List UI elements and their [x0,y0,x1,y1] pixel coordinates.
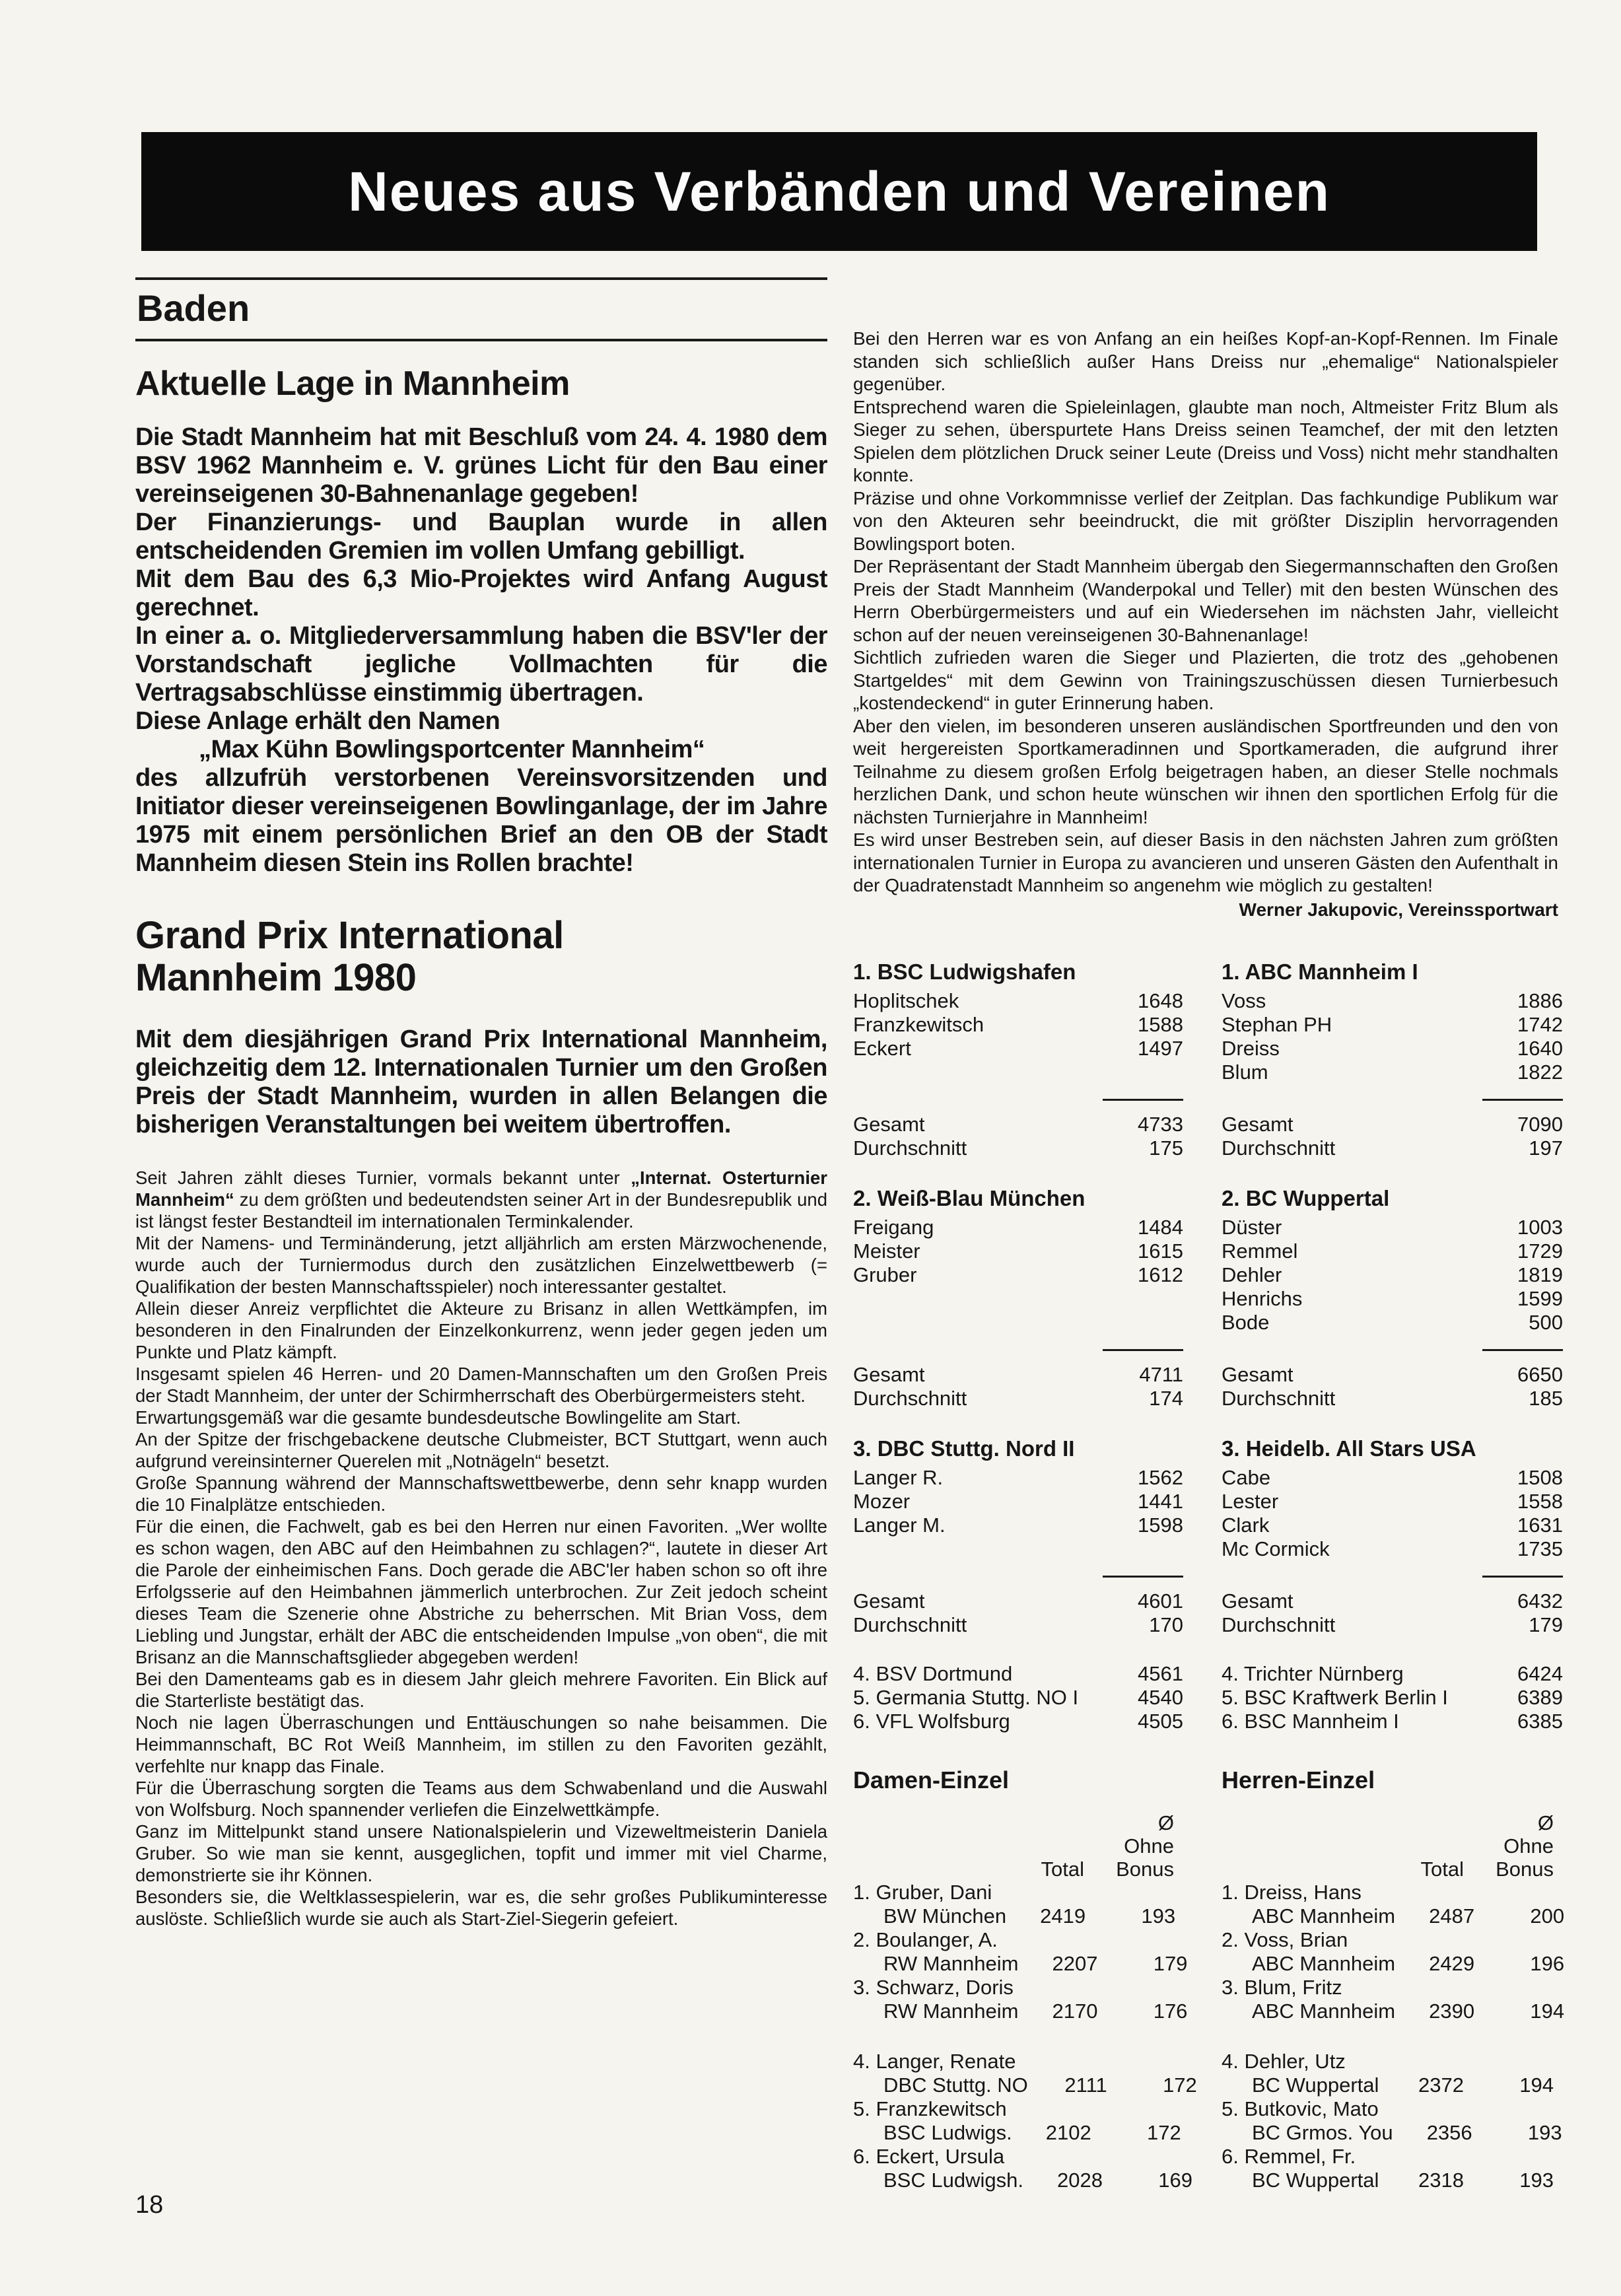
paragraph: Mit der Namens- und Terminänderung, jetzt alljährlich am ersten Märzwochenende, wurde auch der Turniermodus durch den zusätzlichen Einzelwettbewerb (= Qualifikation der besten Mannschaftsspieler) noch interessanter gestaltet. [135,1233,827,1297]
player-list [853,989,1183,1090]
total-value: 2419 [1040,1904,1086,1928]
table-row [1222,1216,1563,1239]
table-row [853,1466,1183,1490]
page-banner [141,132,1537,251]
paragraph [135,1167,827,1232]
total-value: 2207 [1052,1952,1098,1975]
total-value: 4601 [1138,1589,1183,1613]
singles-entry [1222,2050,1563,2097]
player-score: 1562 [1138,1466,1183,1489]
player-score: 1631 [1517,1513,1563,1537]
average-label: Durchschnitt [853,1136,967,1160]
player-name: Clark [1222,1513,1270,1537]
competitor-name: 1. Gruber, Dani [853,1881,992,1904]
player-score: 500 [1529,1311,1563,1334]
text-run: Seit Jahren zählt dieses Turnier, vormals bekannt unter [135,1167,631,1188]
team-result [1222,959,1563,1160]
player-score: 1508 [1517,1466,1563,1489]
paragraph: Mit dem Bau des 6,3 Mio-Projektes wird Anfang August gerechnet. [135,565,827,621]
sum-rule [1103,1099,1183,1101]
table-row [1222,1013,1563,1037]
table-row [1222,1287,1563,1311]
player-score: 1735 [1517,1537,1563,1560]
competitor-name: 4. Dehler, Utz [1222,2050,1346,2073]
singles-title: Herren-Einzel [1222,1766,1375,1793]
text-run: zu dem größten und bedeutendsten seiner Art in der Bundesrepublik und ist längst fester Bestandteil im internationalen Terminkalender. [135,1189,827,1232]
table-row [853,1239,1183,1263]
team-result [853,959,1183,1160]
total-row [853,1113,1183,1136]
table-row [1222,1239,1563,1263]
player-list [853,1216,1183,1340]
article2-intro [135,1026,827,1139]
table-row [853,1710,1183,1733]
player-score: 1612 [1138,1263,1183,1286]
paragraph: Diese Anlage erhält den Namen [135,707,500,735]
singles-entry [1222,1881,1563,1928]
player-name: Lester [1222,1490,1279,1513]
article2-body [135,1167,827,1930]
player-score: 1742 [1517,1013,1563,1036]
paragraph: In einer a. o. Mitgliederversammlung haben die BSV'ler der Vorstandschaft jegliche Vollmachten für die Vertragsabschlüsse einstimmig übertragen. [135,622,827,707]
average-value: 174 [1149,1387,1183,1410]
player-name: Bode [1222,1311,1270,1334]
team-score: 6389 [1517,1686,1563,1709]
table-row [1222,1263,1563,1287]
bonus-value: 179 [1153,1952,1188,1975]
bonus-value: 193 [1519,2169,1554,2192]
competitor-club: BC Wuppertal [1252,2169,1379,2192]
column-header-total: Total [1420,1858,1464,1881]
table-row [853,1037,1183,1061]
competitor-club: DBC Stuttg. NO [883,2073,1028,2097]
table-row [853,1263,1183,1287]
total-label: Gesamt [853,1113,925,1136]
average-row [853,1613,1183,1637]
player-name: Eckert [853,1037,911,1060]
total-label: Gesamt [1222,1363,1293,1386]
paragraph: Insgesamt spielen 46 Herren- und 20 Damen-Mannschaften um den Großen Preis der Stadt Mannheim, der unter der Schirmherrschaft des Oberbürgermeisters steht. [135,1364,827,1406]
total-value: 2372 [1418,2073,1464,2097]
singles-entry [1222,1928,1563,1976]
player-score: 1648 [1138,989,1183,1012]
table-row [1222,1513,1563,1537]
average-label: Durchschnitt [853,1613,967,1636]
paragraph: Präzise und ohne Vorkommnisse verlief der Zeitplan. Das fachkundige Publikum war von den Akteuren sehr beeindruckt, die mit größter Disziplin hervorragenden Bowlingsport boten. [853,487,1558,554]
sum-rule [1103,1576,1183,1578]
player-name: Langer M. [853,1513,946,1537]
table-row [1222,1490,1563,1513]
bonus-value: 194 [1530,2000,1565,2023]
article2-title-line1: Grand Prix International [135,914,564,957]
paragraph: Mit dem diesjährigen Grand Prix International Mannheim, gleichzeitig dem 12. Internationalen Turnier um den Großen Preis der Stadt Mannheim, wurden in allen Belangen die bisherigen Veranstaltungen bei weitem übertroffen. [135,1026,827,1138]
team-title: 2. BC Wuppertal [1222,1186,1390,1210]
total-row [853,1589,1183,1613]
article2-title-line2: Mannheim 1980 [135,956,417,999]
average-value: 179 [1529,1613,1563,1636]
results-tables [853,959,1563,2192]
total-label: Gesamt [853,1363,925,1386]
bonus-value: 169 [1158,2169,1192,2192]
paragraph: Es wird unser Bestreben sein, auf dieser Basis in den nächsten Jahren zum größten internationalen Turnier in Europa zu avancieren und unseren Gästen den Aufenthalt in der Quadratenstadt Mannheim so angenehm wie möglich zu gestalten! [853,829,1558,895]
team-name: 6. BSC Mannheim I [1222,1710,1399,1733]
total-row [1222,1589,1563,1613]
total-label: Gesamt [853,1589,925,1613]
singles-title: Damen-Einzel [853,1766,1010,1793]
competitor-name: 2. Voss, Brian [1222,1928,1348,1951]
average-symbol: Ø [1537,1811,1554,1834]
player-name: Düster [1222,1216,1282,1239]
competitor-name: 6. Remmel, Fr. [1222,2145,1356,2168]
team-name: 4. Trichter Nürnberg [1222,1662,1404,1685]
average-value: 197 [1529,1136,1563,1160]
paragraph: Erwartungsgemäß war die gesamte bundesdeutsche Bowlingelite am Start. [135,1407,742,1428]
left-column [135,277,827,1930]
team-name: 5. Germania Stuttg. NO I [853,1686,1079,1709]
player-name: Stephan PH [1222,1013,1332,1036]
table-row [1222,1061,1563,1084]
team-title: 2. Weiß-Blau München [853,1186,1086,1210]
singles-entry [853,2097,1183,2145]
total-value: 7090 [1517,1113,1563,1136]
player-name: Henrichs [1222,1287,1303,1310]
player-name: Franzkewitsch [853,1013,984,1036]
player-score: 1819 [1517,1263,1563,1286]
right-column [853,328,1558,921]
average-label: Durchschnitt [1222,1136,1336,1160]
average-value: 175 [1149,1136,1183,1160]
competitor-club: RW Mannheim [883,2000,1019,2023]
spacer [1222,2023,1563,2050]
average-label: Durchschnitt [1222,1613,1336,1636]
player-score: 1599 [1517,1287,1563,1310]
competitor-club: BW München [883,1904,1007,1928]
singles-entry [1222,1976,1563,2023]
total-row [1222,1113,1563,1136]
team-title: 1. BSC Ludwigshafen [853,959,1076,984]
team-name: 4. BSV Dortmund [853,1662,1013,1685]
player-name: Langer R. [853,1466,944,1489]
competitor-name: 3. Blum, Fritz [1222,1976,1342,1999]
spacer [853,2023,1183,2050]
ranking-rows [1222,1662,1563,1733]
player-name: Mc Cormick [1222,1537,1330,1560]
paragraph: Für die einen, die Fachwelt, gab es bei den Herren nur einen Favoriten. „Wer wollte es schon wagen, den ABC auf den Heimbahnen zu schlagen?“, lautete in dieser Art die Parole der einheimischen Fans. Doch gerade die ABC'ler haben schon so oft ihre Erfolgsserie auf den Heimbahnen jämmerlich unterbrochen. Zur Zeit jedoch scheint dieses Team die Szenerie ohne Abstriche zu beherrschen. Mit Brian Voss, dem Liebling und Jungstar, erhält der ABC die entscheidenden Impulse „von oben“, die mit Brisanz an die Mannschaftsglieder abgegeben werden! [135,1516,827,1667]
average-value: 185 [1529,1387,1563,1410]
bonus-value: 200 [1530,1904,1565,1928]
singles-header [1222,1811,1563,1881]
singles-entry [1222,2145,1563,2192]
competitor-club: ABC Mannheim [1252,1904,1396,1928]
team-name: 6. VFL Wolfsburg [853,1710,1010,1733]
average-symbol: Ø [1157,1811,1174,1834]
paragraph: Bei den Herren war es von Anfang an ein heißes Kopf-an-Kopf-Rennen. Im Finale standen sich schließlich außer Hans Dreiss nur „ehemalige“ Nationalspieler gegenüber. [853,328,1558,394]
paragraph: Besonders sie, die Weltklassespielerin, war es, die sehr großes Publikuminteresse auslöste. Schließlich wurde sie auch als Start-Ziel-Siegerin gefeiert. [135,1887,827,1929]
total-label: Gesamt [1222,1589,1293,1613]
results-col-left [853,959,1197,2192]
player-score: 1729 [1517,1239,1563,1263]
bold-run: „Internat. Osterturnier Mannheim“ [135,1167,827,1210]
paragraph: Der Finanzierungs- und Bauplan wurde in allen entscheidenden Gremien im vollen Umfang gebilligt. [135,508,827,565]
team-title: 3. DBC Stuttg. Nord II [853,1436,1075,1461]
team-score: 4540 [1138,1686,1183,1709]
player-score: 1598 [1138,1513,1183,1537]
average-row [853,1136,1183,1160]
competitor-name: 2. Boulanger, A. [853,1928,998,1951]
total-row [853,1363,1183,1387]
results-col-right [1222,959,1563,2192]
team-result [853,1436,1183,1637]
player-name: Meister [853,1239,920,1263]
player-name: Mozer [853,1490,911,1513]
bonus-value: 176 [1153,2000,1188,2023]
competitor-club: BC Wuppertal [1252,2073,1379,2097]
total-value: 4711 [1139,1363,1183,1386]
player-name: Dehler [1222,1263,1282,1286]
competitor-name: 5. Butkovic, Mato [1222,2097,1379,2120]
total-value: 2487 [1429,1904,1475,1928]
bonus-value: 172 [1163,2073,1197,2097]
player-list [853,1466,1183,1566]
player-score: 1558 [1517,1490,1563,1513]
team-title: 3. Heidelb. All Stars USA [1222,1436,1476,1461]
bonus-value: 194 [1519,2073,1554,2097]
column-header-ohne: Ohne [1124,1834,1174,1858]
table-row [853,989,1183,1013]
total-value: 2318 [1418,2169,1464,2192]
sum-rule [1482,1349,1563,1351]
player-name: Freigang [853,1216,934,1239]
sum-rule [1482,1099,1563,1101]
total-value: 2102 [1045,2121,1091,2144]
table-row [853,1513,1183,1537]
average-value: 170 [1149,1613,1183,1636]
paragraph: An der Spitze der frischgebackene deutsche Clubmeister, BCT Stuttgart, wenn auch aufgrund vereinsinterner Querelen mit „Notnägeln“ besetzt. [135,1429,827,1471]
average-label: Durchschnitt [853,1387,967,1410]
player-list [1222,989,1563,1090]
bonus-value: 193 [1527,2121,1562,2144]
player-score: 1003 [1517,1216,1563,1239]
banner-title: Neues aus Verbänden und Vereinen [348,160,1330,223]
competitor-name: 6. Eckert, Ursula [853,2145,1005,2168]
competitor-club: BSC Ludwigs. [883,2121,1012,2144]
table-row [853,1686,1183,1710]
player-list [1222,1466,1563,1566]
team-score: 4505 [1138,1710,1183,1733]
divider [135,339,827,341]
paragraph: Bei den Damenteams gab es in diesem Jahr gleich mehrere Favoriten. Ein Blick auf die Starterliste bestätigt das. [135,1669,827,1711]
player-name: Blum [1222,1061,1268,1084]
facility-name: „Max Kühn Bowlingsportcenter Mannheim“ [199,736,705,763]
competitor-name: 5. Franzkewitsch [853,2097,1007,2120]
competitor-name: 4. Langer, Renate [853,2050,1016,2073]
paragraph: Große Spannung während der Mannschaftswettbewerbe, denn sehr knapp wurden die 10 Finalplätze entschieden. [135,1473,827,1515]
bonus-value: 196 [1530,1952,1565,1975]
total-label: Gesamt [1222,1113,1293,1136]
total-value: 2390 [1429,2000,1475,2023]
table-row [1222,1037,1563,1061]
singles-header [853,1811,1183,1881]
paragraph: Sichtlich zufrieden waren die Sieger und Plazierten, die trotz des „gehobenen Startgeldes“ mit dem Gewinn von Trainingszuschüssen diesen Turnierbesuch „kostendeckend“ in guter Erinnerung haben. [853,647,1558,713]
bonus-value: 172 [1146,2121,1181,2144]
table-row [853,1013,1183,1037]
player-score: 1588 [1138,1013,1183,1036]
table-row [1222,1537,1563,1561]
competitor-club: BSC Ludwigsh. [883,2169,1023,2192]
player-score: 1615 [1138,1239,1183,1263]
team-score: 6385 [1517,1710,1563,1733]
paragraph: Der Repräsentant der Stadt Mannheim übergab den Siegermannschaften den Großen Preis der Stadt Mannheim (Wanderpokal und Teller) mit den besten Wünschen des Herrn Oberbürgermeisters und auf ein Wiedersehen im nächsten Jahr, vielleicht schon auf der neuen vereinseigenen 30-Bahnenanlage! [853,556,1558,645]
total-row [1222,1363,1563,1387]
singles-entry [853,2145,1192,2192]
paragraph: des allzufrüh verstorbenen Vereinsvorsitzenden und Initiator dieser vereinseigenen Bowlinganlage, der im Jahre 1975 mit einem persönlichen Brief an den OB der Stadt Mannheim diesen Stein ins Rollen brachte! [135,764,827,877]
sum-rule [1103,1349,1183,1351]
competitor-club: ABC Mannheim [1252,2000,1396,2023]
team-title: 1. ABC Mannheim I [1222,959,1418,984]
average-row [1222,1387,1563,1410]
average-label: Durchschnitt [1222,1387,1336,1410]
table-row [1222,989,1563,1013]
team-result [853,1185,1183,1410]
total-value: 6432 [1517,1589,1563,1613]
total-value: 4733 [1138,1113,1183,1136]
competitor-name: 1. Dreiss, Hans [1222,1881,1362,1904]
column-header-bonus: Bonus [1116,1858,1174,1881]
article2-title [135,915,827,999]
page-number: 18 [135,2191,164,2219]
player-name: Gruber [853,1263,917,1286]
competitor-name: 3. Schwarz, Doris [853,1976,1014,1999]
author-signature: Werner Jakupovic, Vereinssportwart [1239,899,1558,920]
player-score: 1822 [1517,1061,1563,1084]
player-score: 1484 [1138,1216,1183,1239]
total-value: 2111 [1064,2073,1107,2097]
column-header-bonus: Bonus [1496,1858,1554,1881]
table-row [1222,1686,1563,1710]
average-row [1222,1136,1563,1160]
team-result [1222,1436,1563,1637]
table-row [1222,1466,1563,1490]
paragraph: Für die Überraschung sorgten die Teams aus dem Schwabenland und die Auswahl von Wolfsburg. Noch spannender verliefen die Einzelwettkämpfe. [135,1778,827,1820]
player-name: Remmel [1222,1239,1298,1263]
table-row [1222,1662,1563,1686]
paragraph: Die Stadt Mannheim hat mit Beschluß vom 24. 4. 1980 dem BSV 1962 Mannheim e. V. grünes Licht für den Bau einer vereinseigenen 30-Bahnenanlage gegeben! [135,423,827,508]
singles-entry [853,2050,1197,2097]
paragraph: Allein dieser Anreiz verpflichtet die Akteure zu Brisanz in allen Wettkämpfen, im besonderen in den Finalrunden der Einzelkonkurrenz, wenn jeder gegen jeden um Punkte und Platz kämpft. [135,1298,827,1362]
total-value: 2028 [1056,2169,1103,2192]
table-row [853,1490,1183,1513]
column-header-ohne: Ohne [1503,1834,1554,1858]
player-name: Voss [1222,989,1266,1012]
competitor-club: BC Grmos. You [1252,2121,1393,2144]
total-value: 2429 [1429,1952,1475,1975]
player-score: 1497 [1138,1037,1183,1060]
singles-entry [853,1881,1183,1928]
table-row [1222,1311,1563,1335]
ranking-rows [853,1662,1183,1733]
table-row [853,1662,1183,1686]
total-value: 2170 [1052,2000,1098,2023]
competitor-club: RW Mannheim [883,1952,1019,1975]
team-name: 5. BSC Kraftwerk Berlin I [1222,1686,1448,1709]
bonus-value: 193 [1141,1904,1176,1928]
paragraph: Entsprechend waren die Spieleinlagen, glaubte man noch, Altmeister Fritz Blum als Sieger zu sehen, überspurtete Hans Dreiss seinen Teamchef, der mit den letzten Spielen dem plötzlichen Druck seiner Leute (Dreiss und Voss) nicht mehr standhalten konnte. [853,396,1558,485]
player-list [1222,1216,1563,1340]
team-score: 6424 [1517,1662,1563,1685]
average-row [853,1387,1183,1410]
team-score: 4561 [1138,1662,1183,1685]
team-result [1222,1185,1563,1410]
average-row [1222,1613,1563,1637]
player-score: 1886 [1517,989,1563,1012]
paragraph: Noch nie lagen Überraschungen und Enttäuschungen so nahe beisammen. Die Heimmannschaft, BC Rot Weiß Mannheim, im stillen zu den Favoriten gezählt, verfehlte nur knapp das Finale. [135,1712,827,1776]
player-name: Dreiss [1222,1037,1280,1060]
article1-title: Aktuelle Lage in Mannheim [135,365,570,403]
player-score: 1640 [1517,1037,1563,1060]
singles-entry [853,1928,1188,1976]
player-name: Cabe [1222,1466,1271,1489]
paragraph: Ganz im Mittelpunkt stand unsere Nationalspielerin und Vizeweltmeisterin Daniela Gruber. So wie man sie kennt, ausgeglichen, topfit und immer mit viel Charme, demonstrierte sie ihr Können. [135,1821,827,1885]
column-header-total: Total [1041,1858,1084,1881]
singles-entry [1222,2097,1563,2145]
competitor-club: ABC Mannheim [1252,1952,1396,1975]
total-value: 2356 [1426,2121,1472,2144]
player-name: Hoplitschek [853,989,959,1012]
table-row [853,1216,1183,1239]
table-row [1222,1710,1563,1733]
paragraph: Aber den vielen, im besonderen unseren ausländischen Sportfreunden und den von weit hergereisten Sportkameradinnen und Sportkameraden, die aufgrund ihrer Teilnahme zu diesem großen Erfolg beigetragen haben, an dieser Stelle nochmals herzlichen Dank, und schon heute wünschen wir ihnen den sportlichen Erfolg für die nächsten Turnierjahre in Mannheim! [853,715,1558,827]
singles-entry [853,1976,1188,2023]
section-title: Baden [137,287,250,329]
player-score: 1441 [1138,1490,1183,1513]
article1-body [135,423,827,878]
total-value: 6650 [1517,1363,1563,1386]
sum-rule [1482,1576,1563,1578]
